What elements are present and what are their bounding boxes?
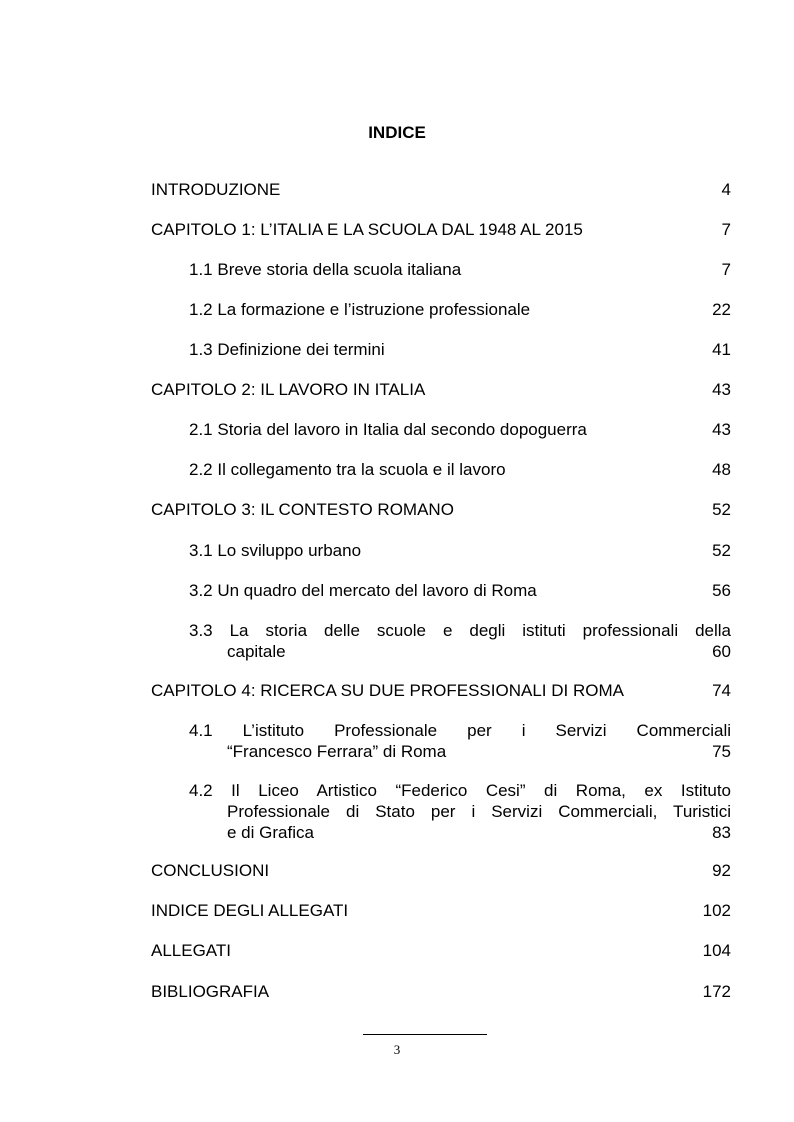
toc-entry-capitolo-3[interactable] <box>151 499 731 520</box>
toc-entry-label: 4.1 L’istituto Professionale per i Servizi Commerciali <box>189 721 731 740</box>
toc-entry-label: ALLEGATI <box>151 941 231 960</box>
toc-entry-capitolo-2[interactable] <box>151 379 731 400</box>
toc-entry-page: 48 <box>712 460 731 479</box>
toc-entry-page: 172 <box>702 982 731 1001</box>
toc-entry-4-2[interactable] <box>189 780 731 843</box>
toc-entry-page: 4 <box>721 180 731 199</box>
toc-entry-1-3[interactable] <box>189 339 731 360</box>
toc-entry-label: 2.2 Il collegamento tra la scuola e il lavoro <box>189 460 506 479</box>
toc-entry-page: 60 <box>712 642 731 661</box>
toc-entry-page: 83 <box>712 823 731 842</box>
toc-entry-label: INDICE DEGLI ALLEGATI <box>151 901 349 920</box>
toc-entry-indice-allegati[interactable] <box>151 900 731 921</box>
toc-entry-page: 52 <box>712 500 731 519</box>
toc-entry-bibliografia[interactable] <box>151 981 731 1002</box>
toc-entry-3-1[interactable] <box>189 540 731 561</box>
toc-entry-label: INTRODUZIONE <box>151 180 281 199</box>
toc-entry-page: 43 <box>712 420 731 439</box>
toc-entry-label: 2.1 Storia del lavoro in Italia dal secondo dopoguerra <box>189 420 587 439</box>
toc-entry-page: 104 <box>702 941 731 960</box>
toc-entry-page: 7 <box>721 220 731 239</box>
toc-entry-1-1[interactable] <box>189 259 731 280</box>
toc-entry-label: 1.1 Breve storia della scuola italiana <box>189 260 462 279</box>
toc-entry-conclusioni[interactable] <box>151 860 731 881</box>
toc-entry-label: 3.3 La storia delle scuole e degli istituti professionali della <box>189 621 731 640</box>
page-title: INDICE <box>368 123 426 142</box>
toc-entry-page: 74 <box>712 681 731 700</box>
toc-entry-capitolo-1[interactable] <box>151 219 731 240</box>
toc-entry-label: CAPITOLO 4: RICERCA SU DUE PROFESSIONALI DI ROMA <box>151 681 624 700</box>
toc-entry-label: CAPITOLO 2: IL LAVORO IN ITALIA <box>151 380 426 399</box>
toc-entry-label: 3.2 Un quadro del mercato del lavoro di Roma <box>189 581 537 600</box>
toc-entry-label: BIBLIOGRAFIA <box>151 982 270 1001</box>
toc-entry-2-1[interactable] <box>189 419 731 440</box>
toc-entry-page: 41 <box>712 340 731 359</box>
toc-entry-label: 1.3 Definizione dei termini <box>189 340 385 359</box>
toc-entry-page: 52 <box>712 541 731 560</box>
toc-entry-label-cont: capitale <box>227 642 286 661</box>
toc-entry-page: 92 <box>712 861 731 880</box>
page-number: 3 <box>393 1042 401 1057</box>
toc-entry-allegati[interactable] <box>151 940 731 961</box>
toc-entry-page: 22 <box>712 300 731 319</box>
toc-entry-4-1[interactable] <box>189 720 731 762</box>
toc-entry-label: CAPITOLO 1: L’ITALIA E LA SCUOLA DAL 1948 AL 2015 <box>151 220 583 239</box>
toc-entry-page: 43 <box>712 380 731 399</box>
toc-entry-page: 7 <box>721 260 731 279</box>
toc-entry-introduzione[interactable] <box>151 179 731 200</box>
toc-entry-label: 1.2 La formazione e l’istruzione professionale <box>189 300 531 319</box>
toc-entry-label: CONCLUSIONI <box>151 861 270 880</box>
toc-entry-1-2[interactable] <box>189 299 731 320</box>
toc-entry-page: 75 <box>712 742 731 761</box>
toc-entry-label: 3.1 Lo sviluppo urbano <box>189 541 362 560</box>
toc-entry-label: 4.2 Il Liceo Artistico “Federico Cesi” di Roma, ex Istituto <box>189 781 731 800</box>
toc-entry-3-2[interactable] <box>189 580 731 601</box>
toc-entry-label: CAPITOLO 3: IL CONTESTO ROMANO <box>151 500 454 519</box>
toc-entry-label-cont: “Francesco Ferrara” di Roma <box>227 742 447 761</box>
toc-entry-capitolo-4[interactable] <box>151 680 731 701</box>
toc-entry-3-3[interactable] <box>189 620 731 662</box>
toc-entry-page: 102 <box>702 901 731 920</box>
footer-rule <box>363 1034 487 1035</box>
toc-entry-2-2[interactable] <box>189 459 731 480</box>
toc-entry-label-cont: Professionale di Stato per i Servizi Commerciali, Turistici <box>227 802 731 821</box>
toc-entry-page: 56 <box>712 581 731 600</box>
toc-entry-label-cont: e di Grafica <box>227 823 314 842</box>
